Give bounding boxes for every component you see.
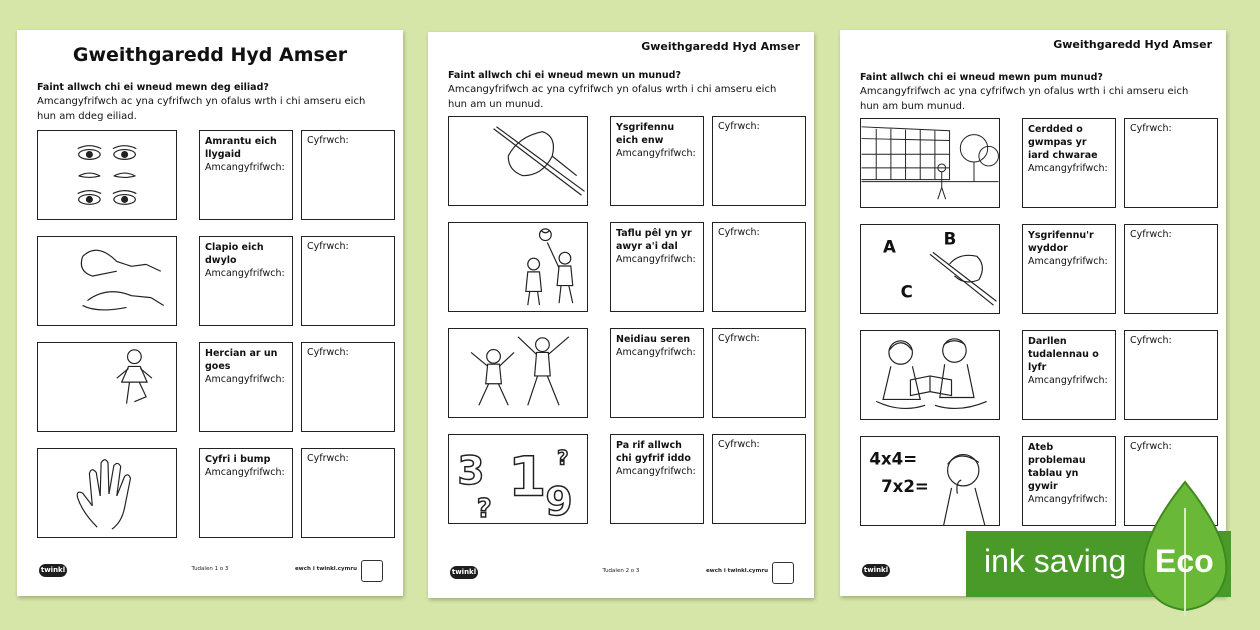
count-label: Cyfrwch: bbox=[1130, 229, 1172, 240]
math-problem-text: 4x4= bbox=[869, 449, 918, 469]
page-footer bbox=[17, 560, 403, 582]
open-hand-image bbox=[37, 448, 177, 538]
math-problem-text: 7x2= bbox=[881, 476, 929, 496]
activity-name: Cyfri i bump bbox=[205, 454, 271, 465]
activity-name: Neidiau seren bbox=[616, 334, 691, 345]
boy-thinking-image bbox=[860, 436, 1000, 526]
activity-box bbox=[610, 116, 704, 206]
activity-name: Hercian ar un goes bbox=[205, 348, 278, 372]
count-box bbox=[712, 434, 806, 524]
count-label: Cyfrwch: bbox=[307, 241, 349, 252]
checked-badge-icon bbox=[772, 562, 794, 584]
activity-box bbox=[199, 448, 293, 538]
activity-row bbox=[860, 330, 1220, 424]
twinkl-logo: twinkl bbox=[450, 566, 478, 579]
count-box bbox=[301, 342, 395, 432]
activity-box bbox=[1022, 224, 1116, 314]
girl-hopping-image bbox=[37, 342, 177, 432]
school-yard-image bbox=[860, 118, 1000, 208]
question: Faint allwch chi ei wneud mewn deg eiliad? bbox=[37, 82, 269, 93]
activity-box bbox=[610, 434, 704, 524]
count-box bbox=[1124, 118, 1218, 208]
activity-box bbox=[199, 236, 293, 326]
page-title: Gweithgaredd Hyd Amser bbox=[641, 40, 800, 53]
count-box bbox=[712, 116, 806, 206]
page-number: Tudalen 2 o 3 bbox=[602, 568, 640, 574]
count-label: Cyfrwch: bbox=[718, 227, 760, 238]
count-box bbox=[301, 130, 395, 220]
activity-name: Ateb problemau tablau yn gywir bbox=[1028, 442, 1086, 492]
alphabet-writing-image bbox=[860, 224, 1000, 314]
activity-box bbox=[199, 130, 293, 220]
estimate-label: Amcangyfrifwch: bbox=[616, 254, 696, 265]
estimate-label: Amcangyfrifwch: bbox=[205, 467, 285, 478]
question-mark-glyph: ? bbox=[557, 446, 569, 470]
number-glyph: 1 bbox=[508, 444, 547, 509]
instruction: Amcangyfrifwch ac yna cyfrifwch yn ofalus wrth i chi amseru eich hun am bum munud. bbox=[860, 86, 1189, 112]
letter-glyph: C bbox=[900, 282, 913, 302]
activity-row bbox=[37, 448, 397, 542]
activity-box bbox=[610, 222, 704, 312]
children-reading-image bbox=[860, 330, 1000, 420]
count-label: Cyfrwch: bbox=[1130, 441, 1172, 452]
count-box bbox=[301, 236, 395, 326]
activity-name: Darllen tudalennau o lyfr bbox=[1028, 336, 1099, 373]
count-box bbox=[712, 222, 806, 312]
ink-saving-text: ink saving bbox=[984, 543, 1127, 579]
activity-box bbox=[1022, 118, 1116, 208]
activity-name: Ysgrifennu eich enw bbox=[616, 122, 675, 146]
hand-writing-image bbox=[448, 116, 588, 206]
star-jumps-image bbox=[448, 328, 588, 418]
eco-label: Eco bbox=[1155, 543, 1214, 579]
twinkl-logo: twinkl bbox=[39, 564, 67, 577]
activity-name: Taflu pêl yn yr awyr a'i dal bbox=[616, 228, 692, 252]
twinkl-logo: twinkl bbox=[862, 564, 890, 577]
checked-badge-icon bbox=[361, 560, 383, 582]
page-title: Gweithgaredd Hyd Amser bbox=[72, 44, 348, 66]
worksheet-page-2 bbox=[428, 32, 814, 598]
page-footer bbox=[428, 562, 814, 584]
count-label: Cyfrwch: bbox=[307, 347, 349, 358]
activity-row bbox=[37, 236, 397, 330]
estimate-label: Amcangyfrifwch: bbox=[1028, 256, 1108, 267]
numbers-image bbox=[448, 434, 588, 524]
instruction: Amcangyfrifwch ac yna cyfrifwch yn ofalus wrth i chi amseru eich hun am ddeg eiliad. bbox=[37, 96, 366, 122]
activity-row bbox=[37, 342, 397, 436]
activity-row bbox=[448, 222, 808, 316]
activity-name: Clapio eich dwylo bbox=[205, 242, 264, 266]
activity-box bbox=[199, 342, 293, 432]
letter-glyph: B bbox=[943, 229, 957, 249]
question-mark-glyph: ? bbox=[476, 493, 492, 523]
estimate-label: Amcangyfrifwch: bbox=[616, 148, 696, 159]
worksheet-page-1 bbox=[17, 30, 403, 596]
letter-glyph: A bbox=[883, 237, 896, 257]
website-link[interactable]: ewch i twinkl.cymru bbox=[705, 568, 768, 574]
activity-row bbox=[860, 224, 1220, 318]
activity-row bbox=[860, 118, 1220, 212]
activity-box bbox=[1022, 436, 1116, 526]
activity-name: Amrantu eich llygaid bbox=[205, 136, 277, 160]
number-glyph: 9 bbox=[545, 480, 573, 523]
count-box bbox=[712, 328, 806, 418]
count-label: Cyfrwch: bbox=[718, 439, 760, 450]
activity-box bbox=[610, 328, 704, 418]
activity-name: Pa rif allwch chi gyfrif iddo bbox=[616, 440, 691, 464]
activity-row bbox=[37, 130, 397, 224]
estimate-label: Amcangyfrifwch: bbox=[616, 347, 696, 358]
estimate-label: Amcangyfrifwch: bbox=[205, 374, 285, 385]
estimate-label: Amcangyfrifwch: bbox=[205, 162, 285, 173]
page-number: Tudalen 1 o 3 bbox=[191, 566, 229, 572]
count-label: Cyfrwch: bbox=[1130, 123, 1172, 134]
estimate-label: Amcangyfrifwch: bbox=[1028, 494, 1108, 505]
activity-row bbox=[448, 116, 808, 210]
eyes-blinking-image bbox=[37, 130, 177, 220]
count-label: Cyfrwch: bbox=[1130, 335, 1172, 346]
count-box bbox=[1124, 330, 1218, 420]
activity-row bbox=[448, 434, 808, 528]
question: Faint allwch chi ei wneud mewn un munud? bbox=[448, 70, 681, 81]
count-label: Cyfrwch: bbox=[307, 453, 349, 464]
count-box bbox=[301, 448, 395, 538]
question: Faint allwch chi ei wneud mewn pum munud? bbox=[860, 72, 1103, 83]
instruction: Amcangyfrifwch ac yna cyfrifwch yn ofalus wrth i chi amseru eich hun am un munud. bbox=[448, 84, 777, 110]
estimate-label: Amcangyfrifwch: bbox=[205, 268, 285, 279]
count-label: Cyfrwch: bbox=[718, 121, 760, 132]
activity-name: Ysgrifennu'r wyddor bbox=[1028, 230, 1094, 254]
estimate-label: Amcangyfrifwch: bbox=[616, 466, 696, 477]
page-title: Gweithgaredd Hyd Amser bbox=[1053, 38, 1212, 51]
activity-row bbox=[448, 328, 808, 422]
activity-box bbox=[1022, 330, 1116, 420]
children-ball-image bbox=[448, 222, 588, 312]
hands-clapping-image bbox=[37, 236, 177, 326]
count-label: Cyfrwch: bbox=[307, 135, 349, 146]
number-glyph: 3 bbox=[457, 448, 485, 494]
estimate-label: Amcangyfrifwch: bbox=[1028, 163, 1108, 174]
count-box bbox=[1124, 224, 1218, 314]
website-link[interactable]: ewch i twinkl.cymru bbox=[294, 566, 357, 572]
estimate-label: Amcangyfrifwch: bbox=[1028, 375, 1108, 386]
count-label: Cyfrwch: bbox=[718, 333, 760, 344]
activity-name: Cerdded o gwmpas yr iard chwarae bbox=[1028, 124, 1098, 161]
